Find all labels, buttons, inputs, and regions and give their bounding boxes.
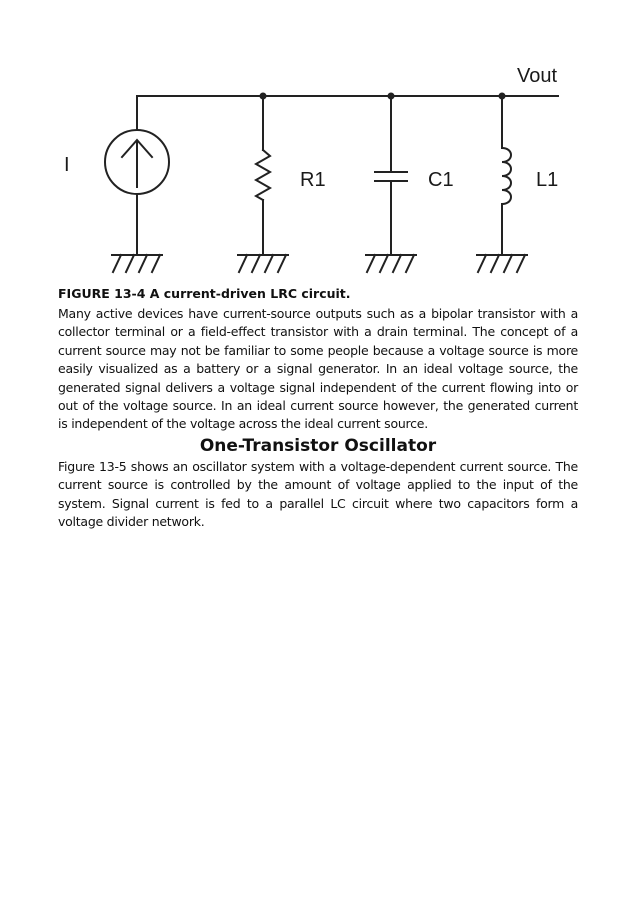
section-heading: One-Transistor Oscillator <box>199 435 437 456</box>
label-vout: Vout <box>517 65 558 87</box>
junction-dot-inductor <box>499 93 506 100</box>
figure-caption: FIGURE 13-4 A current-driven LRC circuit. <box>58 286 351 301</box>
resistor-r1-zigzag <box>256 150 270 200</box>
inductor-l1-coil <box>502 148 511 204</box>
label-current-source: I <box>64 154 70 176</box>
junction-dot-resistor <box>260 93 267 100</box>
junction-dot-capacitor <box>388 93 395 100</box>
lrc-circuit-svg <box>0 50 636 285</box>
ground-symbol-resistor <box>238 255 288 272</box>
paragraph-current-source: Many active devices have current-source outputs such as a bipolar transistor with a collector terminal or a field-effect transistor with a drain terminal. The concept of a current source may not be familiar to some people because a voltage source is more easily visualized as a battery or a signal generator. In an ideal voltage source, the generated signal delivers a voltage signal independent of the current flowing into or out of the voltage source. In an ideal current source however, the generated current is independent of the voltage across the ideal current source. <box>58 306 578 432</box>
ground-symbol-source <box>112 255 162 272</box>
text-block <box>58 285 578 531</box>
label-r1: R1 <box>300 169 326 191</box>
label-l1: L1 <box>536 169 559 191</box>
paragraph-oscillator: Figure 13-5 shows an oscillator system with a voltage-dependent current source. The current source is controlled by the amount of voltage applied to the input of the system. Signal current is fed to a parallel LC circuit where two capacitors form a voltage divider network. <box>58 458 578 530</box>
circuit-diagram <box>0 50 636 285</box>
ground-symbol-capacitor <box>366 255 416 272</box>
ground-symbol-inductor <box>477 255 527 272</box>
label-c1: C1 <box>428 169 454 191</box>
